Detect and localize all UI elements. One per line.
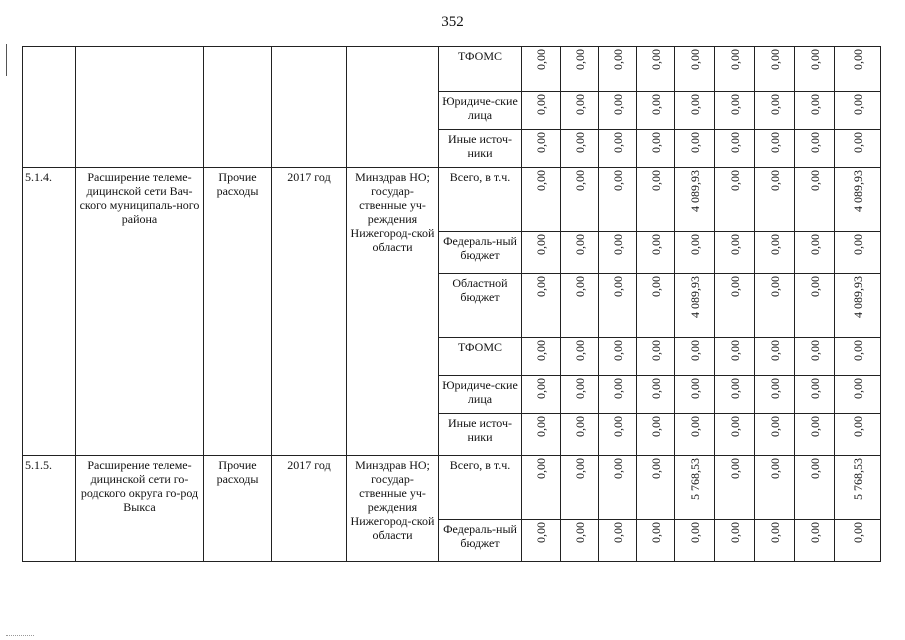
amount-value: 0,00 <box>534 340 548 361</box>
amount-value: 0,00 <box>850 132 865 153</box>
amount-value: 0,00 <box>687 522 702 543</box>
amount-cell <box>561 338 599 376</box>
amount-value: 4 089,93 <box>687 170 702 212</box>
amount-cell <box>715 414 755 456</box>
amount-value: 0,00 <box>534 458 548 479</box>
entry-year: 2017 год <box>272 168 347 456</box>
amount-cell <box>522 520 561 562</box>
amount-cell <box>561 232 599 274</box>
amount-cell <box>715 456 755 520</box>
amount-value: 0,00 <box>610 94 625 115</box>
expense-cell <box>204 47 272 168</box>
amount-value: 0,00 <box>850 522 865 543</box>
amount-value: 0,00 <box>648 340 663 361</box>
executor-cell <box>347 47 439 168</box>
footer-mark <box>6 635 34 636</box>
amount-value: 0,00 <box>610 416 625 437</box>
amount-cell <box>795 47 835 92</box>
amount-cell <box>715 520 755 562</box>
amount-cell <box>755 376 795 414</box>
amount-cell <box>755 274 795 338</box>
table-row <box>23 47 881 92</box>
amount-value: 0,00 <box>850 94 865 115</box>
amount-value: 0,00 <box>767 170 782 191</box>
amount-cell <box>561 274 599 338</box>
amount-cell <box>835 92 881 130</box>
amount-value: 0,00 <box>648 132 663 153</box>
amount-cell <box>795 414 835 456</box>
amount-cell <box>675 456 715 520</box>
amount-value: 0,00 <box>610 276 625 297</box>
amount-cell <box>835 338 881 376</box>
amount-value: 5 768,53 <box>687 458 702 500</box>
amount-cell <box>561 168 599 232</box>
amount-value: 0,00 <box>807 276 822 297</box>
amount-cell <box>715 376 755 414</box>
amount-value: 4 089,93 <box>850 170 865 212</box>
amount-cell <box>835 520 881 562</box>
amount-value: 0,00 <box>648 234 663 255</box>
amount-cell <box>561 130 599 168</box>
amount-value: 0,00 <box>767 132 782 153</box>
amount-value: 0,00 <box>807 170 822 191</box>
amount-cell <box>835 456 881 520</box>
amount-value: 0,00 <box>727 170 742 191</box>
amount-cell <box>637 92 675 130</box>
amount-cell <box>599 338 637 376</box>
amount-cell <box>755 456 795 520</box>
amount-cell <box>522 232 561 274</box>
amount-cell <box>599 168 637 232</box>
amount-value: 0,00 <box>767 234 782 255</box>
amount-cell <box>675 232 715 274</box>
amount-value: 0,00 <box>767 416 782 437</box>
amount-cell <box>755 520 795 562</box>
amount-cell <box>795 376 835 414</box>
amount-cell <box>835 130 881 168</box>
amount-value: 0,00 <box>610 378 625 399</box>
amount-value: 0,00 <box>807 458 822 479</box>
funding-source: Иные источ-ники <box>439 414 522 456</box>
amount-cell <box>561 414 599 456</box>
entry-code: 5.1.4. <box>23 168 76 456</box>
amount-cell <box>675 168 715 232</box>
amount-value: 0,00 <box>767 458 782 479</box>
amount-value: 0,00 <box>727 340 742 361</box>
amount-value: 0,00 <box>534 234 548 255</box>
amount-cell <box>599 376 637 414</box>
amount-value: 0,00 <box>610 132 625 153</box>
amount-value: 0,00 <box>610 234 625 255</box>
funding-source: ТФОМС <box>439 338 522 376</box>
amount-value: 0,00 <box>648 522 663 543</box>
amount-cell <box>755 168 795 232</box>
amount-cell <box>599 232 637 274</box>
amount-value: 0,00 <box>648 94 663 115</box>
amount-value: 0,00 <box>850 340 865 361</box>
amount-value: 0,00 <box>807 416 822 437</box>
amount-cell <box>522 47 561 92</box>
amount-value: 0,00 <box>687 340 702 361</box>
amount-cell <box>675 414 715 456</box>
amount-value: 4 089,93 <box>850 276 865 318</box>
budget-table <box>22 46 881 562</box>
entry-expense-type: Прочие расходы <box>204 456 272 562</box>
amount-value: 0,00 <box>572 416 587 437</box>
amount-value: 0,00 <box>534 49 548 70</box>
amount-value: 0,00 <box>807 49 822 70</box>
amount-cell <box>599 414 637 456</box>
entry-name: Расширение телеме-дицинской сети го-родского округа го-род Выкса <box>76 456 204 562</box>
amount-value: 0,00 <box>648 378 663 399</box>
amount-value: 0,00 <box>687 132 702 153</box>
amount-cell <box>755 232 795 274</box>
amount-cell <box>715 130 755 168</box>
amount-cell <box>637 47 675 92</box>
amount-cell <box>835 414 881 456</box>
amount-cell <box>561 92 599 130</box>
amount-value: 0,00 <box>572 170 587 191</box>
name-cell <box>76 47 204 168</box>
amount-value: 0,00 <box>687 378 702 399</box>
amount-value: 0,00 <box>534 94 548 115</box>
amount-cell <box>561 456 599 520</box>
amount-value: 0,00 <box>727 276 742 297</box>
funding-source: Федераль-ный бюджет <box>439 520 522 562</box>
amount-value: 0,00 <box>572 340 587 361</box>
amount-value: 0,00 <box>727 522 742 543</box>
amount-cell <box>835 274 881 338</box>
funding-source: Юридиче-ские лица <box>439 92 522 130</box>
amount-cell <box>675 520 715 562</box>
funding-source: Федераль-ный бюджет <box>439 232 522 274</box>
amount-cell <box>522 92 561 130</box>
amount-value: 0,00 <box>850 234 865 255</box>
amount-cell <box>522 376 561 414</box>
amount-cell <box>675 376 715 414</box>
amount-value: 4 089,93 <box>687 276 702 318</box>
code-cell <box>23 47 76 168</box>
amount-value: 0,00 <box>648 276 663 297</box>
amount-value: 0,00 <box>648 49 663 70</box>
amount-cell <box>715 274 755 338</box>
amount-value: 0,00 <box>534 276 548 297</box>
amount-cell <box>835 168 881 232</box>
amount-cell <box>795 168 835 232</box>
page-number: 352 <box>441 14 464 30</box>
amount-cell <box>835 376 881 414</box>
amount-value: 0,00 <box>767 340 782 361</box>
amount-cell <box>795 232 835 274</box>
amount-value: 0,00 <box>850 49 865 70</box>
amount-value: 0,00 <box>807 378 822 399</box>
entry-code: 5.1.5. <box>23 456 76 562</box>
funding-source: Всего, в т.ч. <box>439 456 522 520</box>
amount-cell <box>522 456 561 520</box>
amount-cell <box>715 232 755 274</box>
amount-value: 0,00 <box>767 94 782 115</box>
amount-value: 0,00 <box>850 416 865 437</box>
amount-cell <box>795 338 835 376</box>
amount-cell <box>599 92 637 130</box>
amount-value: 0,00 <box>572 378 587 399</box>
amount-value: 0,00 <box>727 378 742 399</box>
amount-cell <box>599 456 637 520</box>
amount-value: 0,00 <box>850 378 865 399</box>
amount-cell <box>599 47 637 92</box>
amount-value: 0,00 <box>610 522 625 543</box>
amount-value: 0,00 <box>807 94 822 115</box>
amount-value: 0,00 <box>572 234 587 255</box>
amount-cell <box>675 338 715 376</box>
amount-cell <box>675 274 715 338</box>
amount-cell <box>795 130 835 168</box>
amount-value: 0,00 <box>727 458 742 479</box>
amount-cell <box>795 274 835 338</box>
amount-cell <box>637 456 675 520</box>
amount-value: 0,00 <box>610 170 625 191</box>
amount-value: 0,00 <box>648 458 663 479</box>
amount-cell <box>637 520 675 562</box>
funding-source: ТФОМС <box>439 47 522 92</box>
amount-cell <box>522 414 561 456</box>
entry-executor: Минздрав НО; государ-ственные уч-реждения Нижегород-ской области <box>347 456 439 562</box>
amount-cell <box>675 92 715 130</box>
amount-value: 0,00 <box>572 49 587 70</box>
funding-source: Юридиче-ские лица <box>439 376 522 414</box>
amount-cell <box>637 232 675 274</box>
amount-value: 0,00 <box>727 49 742 70</box>
year-cell <box>272 47 347 168</box>
amount-cell <box>637 414 675 456</box>
amount-value: 5 768,53 <box>850 458 865 500</box>
amount-cell <box>561 520 599 562</box>
funding-source: Областной бюджет <box>439 274 522 338</box>
amount-cell <box>522 130 561 168</box>
amount-cell <box>715 92 755 130</box>
amount-value: 0,00 <box>610 340 625 361</box>
amount-cell <box>835 47 881 92</box>
amount-cell <box>755 47 795 92</box>
amount-cell <box>715 168 755 232</box>
amount-value: 0,00 <box>767 522 782 543</box>
amount-value: 0,00 <box>767 276 782 297</box>
amount-cell <box>755 338 795 376</box>
amount-value: 0,00 <box>687 49 702 70</box>
amount-value: 0,00 <box>534 132 548 153</box>
amount-value: 0,00 <box>727 234 742 255</box>
amount-cell <box>599 130 637 168</box>
margin-rule <box>6 44 7 76</box>
amount-value: 0,00 <box>807 132 822 153</box>
amount-cell <box>637 338 675 376</box>
amount-cell <box>637 376 675 414</box>
amount-cell <box>561 376 599 414</box>
amount-cell <box>795 456 835 520</box>
amount-value: 0,00 <box>648 416 663 437</box>
amount-cell <box>561 47 599 92</box>
entry-name: Расширение телеме-дицинской сети Вач-ского муниципаль-ного района <box>76 168 204 456</box>
amount-value: 0,00 <box>687 416 702 437</box>
amount-cell <box>795 92 835 130</box>
table-row <box>23 456 881 520</box>
amount-cell <box>599 520 637 562</box>
amount-cell <box>835 232 881 274</box>
amount-cell <box>637 168 675 232</box>
amount-value: 0,00 <box>648 170 663 191</box>
amount-value: 0,00 <box>534 522 548 543</box>
amount-cell <box>715 338 755 376</box>
funding-source: Всего, в т.ч. <box>439 168 522 232</box>
entry-executor: Минздрав НО; государ-ственные уч-реждения Нижегород-ской области <box>347 168 439 456</box>
amount-cell <box>795 520 835 562</box>
amount-cell <box>522 168 561 232</box>
amount-value: 0,00 <box>727 94 742 115</box>
amount-value: 0,00 <box>687 234 702 255</box>
amount-cell <box>675 47 715 92</box>
amount-value: 0,00 <box>534 416 548 437</box>
amount-cell <box>755 414 795 456</box>
amount-cell <box>715 47 755 92</box>
amount-cell <box>755 130 795 168</box>
entry-expense-type: Прочие расходы <box>204 168 272 456</box>
amount-value: 0,00 <box>572 276 587 297</box>
amount-value: 0,00 <box>534 378 548 399</box>
table-row <box>23 168 881 232</box>
amount-value: 0,00 <box>807 522 822 543</box>
amount-cell <box>522 274 561 338</box>
funding-source: Иные источ-ники <box>439 130 522 168</box>
amount-value: 0,00 <box>572 94 587 115</box>
amount-cell <box>675 130 715 168</box>
entry-year: 2017 год <box>272 456 347 562</box>
amount-cell <box>637 274 675 338</box>
amount-value: 0,00 <box>534 170 548 191</box>
amount-value: 0,00 <box>687 94 702 115</box>
amount-value: 0,00 <box>610 49 625 70</box>
amount-cell <box>599 274 637 338</box>
amount-value: 0,00 <box>727 416 742 437</box>
amount-value: 0,00 <box>767 378 782 399</box>
amount-value: 0,00 <box>807 340 822 361</box>
amount-value: 0,00 <box>727 132 742 153</box>
amount-cell <box>522 338 561 376</box>
amount-value: 0,00 <box>572 458 587 479</box>
amount-value: 0,00 <box>807 234 822 255</box>
amount-value: 0,00 <box>572 132 587 153</box>
amount-value: 0,00 <box>767 49 782 70</box>
amount-value: 0,00 <box>610 458 625 479</box>
amount-cell <box>637 130 675 168</box>
amount-cell <box>755 92 795 130</box>
amount-value: 0,00 <box>572 522 587 543</box>
